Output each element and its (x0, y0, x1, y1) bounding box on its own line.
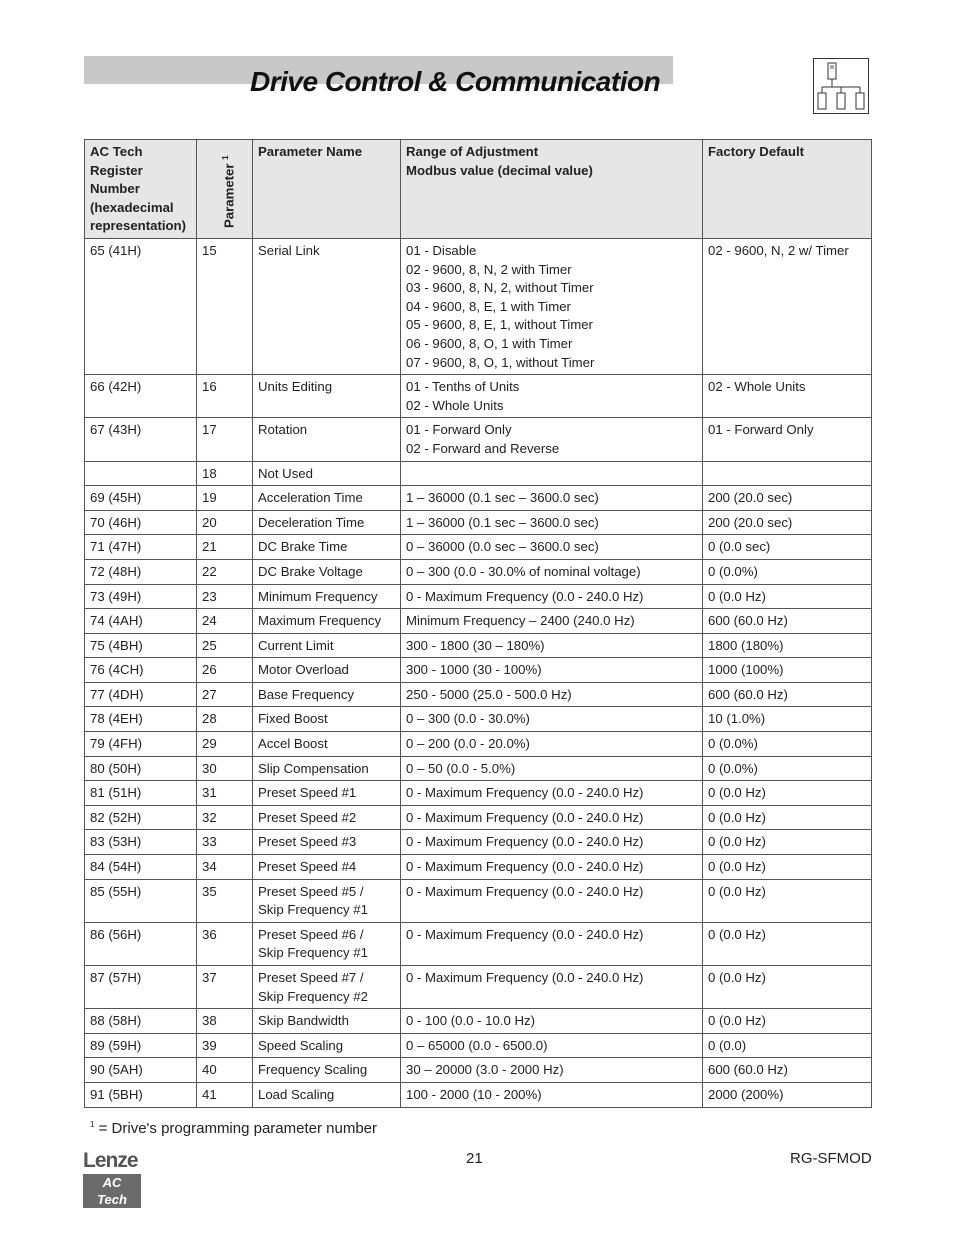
logo-lenze: Lenze (83, 1149, 138, 1172)
cell-range-line: 0 - Maximum Frequency (0.0 - 240.0 Hz) (406, 809, 644, 825)
cell-range (401, 682, 703, 707)
table-row (85, 830, 872, 855)
cell-range (401, 239, 703, 375)
table-row (85, 584, 872, 609)
cell-parameter-name (253, 966, 401, 1009)
cell-register: 71 (47H) (85, 535, 197, 560)
logo-actech: AC Tech (83, 1174, 141, 1208)
cell-parameter-name-line: Accel Boost (258, 736, 328, 752)
cell-range-line: 0 - Maximum Frequency (0.0 - 240.0 Hz) (406, 834, 644, 850)
cell-range (401, 732, 703, 757)
cell-range (401, 658, 703, 683)
cell-range-line: 01 - Tenths of Units (406, 379, 520, 395)
table-row (85, 535, 872, 560)
cell-register (85, 461, 197, 486)
table-row (85, 239, 872, 375)
footnote (90, 1120, 377, 1137)
cell-range-line: 01 - Disable (406, 243, 477, 258)
cell-parameter-name (253, 239, 401, 375)
table-row (85, 609, 872, 634)
cell-default: 0 (0.0 Hz) (703, 805, 872, 830)
cell-range (401, 559, 703, 584)
cell-range-line: 0 – 65000 (0.0 - 6500.0) (406, 1037, 548, 1053)
cell-parameter-name (253, 830, 401, 855)
document-code: RG-SFMOD (790, 1150, 872, 1167)
table-row (85, 633, 872, 658)
cell-register: 70 (46H) (85, 510, 197, 535)
cell-default: 0 (0.0%) (703, 756, 872, 781)
footnote-marker: 1 (90, 1120, 95, 1129)
table-row (85, 855, 872, 880)
cell-parameter-name (253, 1009, 401, 1034)
cell-range (401, 461, 703, 486)
cell-parameter: 40 (197, 1058, 253, 1083)
column-header-range (401, 140, 703, 239)
table-row (85, 559, 872, 584)
cell-register: 75 (4BH) (85, 633, 197, 658)
cell-register: 84 (54H) (85, 855, 197, 880)
column-header-parameter-label (217, 155, 239, 228)
table-row (85, 1009, 872, 1034)
cell-range (401, 535, 703, 560)
table-row (85, 805, 872, 830)
column-header-parameter (197, 140, 253, 239)
column-header-range-line: Range of Adjustment (406, 144, 539, 159)
cell-default: 0 (0.0) (703, 1033, 872, 1058)
cell-parameter-name-line: Acceleration Time (258, 490, 363, 506)
cell-range (401, 922, 703, 965)
cell-register: 69 (45H) (85, 486, 197, 511)
cell-parameter-name-line: Base Frequency (258, 686, 355, 702)
cell-parameter-name-line: Units Editing (258, 379, 333, 395)
cell-parameter: 39 (197, 1033, 253, 1058)
cell-register: 90 (5AH) (85, 1058, 197, 1083)
cell-range-line: 0 – 300 (0.0 - 30.0% of nominal voltage) (406, 563, 641, 579)
column-header-register-line: (hexadecimal (90, 199, 174, 215)
cell-parameter: 17 (197, 418, 253, 461)
table-row (85, 682, 872, 707)
cell-range-line: 0 - Maximum Frequency (0.0 - 240.0 Hz) (406, 926, 644, 942)
cell-register: 66 (42H) (85, 375, 197, 418)
cell-parameter-name (253, 609, 401, 634)
table-row (85, 486, 872, 511)
table-row (85, 461, 872, 486)
cell-parameter: 32 (197, 805, 253, 830)
cell-register: 88 (58H) (85, 1009, 197, 1034)
cell-parameter-name-line: Preset Speed #4 (258, 859, 357, 875)
network-diagram-icon-graphic (814, 59, 868, 113)
cell-range-line: 0 – 200 (0.0 - 20.0%) (406, 736, 530, 752)
cell-range (401, 375, 703, 418)
cell-default: 200 (20.0 sec) (703, 486, 872, 511)
cell-register: 78 (4EH) (85, 707, 197, 732)
cell-range (401, 418, 703, 461)
cell-default: 0 (0.0 Hz) (703, 584, 872, 609)
page-number: 21 (466, 1150, 483, 1167)
cell-default: 600 (60.0 Hz) (703, 1058, 872, 1083)
column-header-range-line: Modbus value (decimal value) (406, 162, 593, 178)
table-row (85, 879, 872, 922)
cell-parameter: 16 (197, 375, 253, 418)
cell-range-line: 300 - 1000 (30 - 100%) (406, 662, 542, 678)
cell-range-line: 07 - 9600, 8, O, 1, without Timer (406, 354, 595, 370)
cell-parameter-name-line: Preset Speed #1 (258, 785, 357, 801)
cell-parameter: 15 (197, 239, 253, 375)
column-header-register-line: representation) (90, 218, 186, 234)
cell-parameter-name (253, 584, 401, 609)
table-body (85, 239, 872, 1108)
cell-default: 0 (0.0 Hz) (703, 879, 872, 922)
cell-parameter-name-line: DC Brake Time (258, 539, 348, 555)
cell-parameter-name (253, 805, 401, 830)
cell-parameter-name-line: Preset Speed #3 (258, 834, 357, 850)
cell-parameter-name (253, 756, 401, 781)
cell-parameter-name-line: Motor Overload (258, 662, 349, 678)
cell-parameter: 18 (197, 461, 253, 486)
cell-range (401, 584, 703, 609)
cell-parameter-name-line: Frequency Scaling (258, 1062, 368, 1078)
cell-range-line: Minimum Frequency – 2400 (240.0 Hz) (406, 613, 635, 629)
cell-parameter: 34 (197, 855, 253, 880)
cell-parameter-name-line: Minimum Frequency (258, 588, 378, 604)
column-header-parameter-text: Parameter (221, 163, 237, 228)
cell-default: 02 - Whole Units (703, 375, 872, 418)
cell-parameter-name-line: DC Brake Voltage (258, 563, 363, 579)
cell-default: 0 (0.0 Hz) (703, 922, 872, 965)
cell-range (401, 510, 703, 535)
column-header-default: Factory Default (703, 140, 872, 239)
cell-parameter-name (253, 732, 401, 757)
cell-register: 73 (49H) (85, 584, 197, 609)
cell-register: 89 (59H) (85, 1033, 197, 1058)
cell-parameter: 27 (197, 682, 253, 707)
page-title: Drive Control & Communication (250, 66, 661, 97)
cell-parameter: 23 (197, 584, 253, 609)
table-row (85, 1082, 872, 1107)
cell-range-line: 0 - Maximum Frequency (0.0 - 240.0 Hz) (406, 588, 644, 604)
table-row (85, 658, 872, 683)
cell-register: 76 (4CH) (85, 658, 197, 683)
cell-default: 02 - 9600, N, 2 w/ Timer (703, 239, 872, 375)
cell-range-line: 100 - 2000 (10 - 200%) (406, 1086, 542, 1102)
cell-range-line: 0 - Maximum Frequency (0.0 - 240.0 Hz) (406, 785, 644, 801)
cell-register: 86 (56H) (85, 922, 197, 965)
cell-default: 0 (0.0%) (703, 559, 872, 584)
cell-parameter-name-line: Skip Frequency #2 (258, 988, 368, 1004)
cell-parameter-name-line: Skip Frequency #1 (258, 902, 368, 918)
cell-parameter-name-line: Preset Speed #7 / (258, 970, 364, 985)
cell-range (401, 707, 703, 732)
cell-default: 1800 (180%) (703, 633, 872, 658)
cell-register: 65 (41H) (85, 239, 197, 375)
cell-range (401, 781, 703, 806)
cell-default: 0 (0.0 Hz) (703, 830, 872, 855)
cell-range-line: 300 - 1800 (30 – 180%) (406, 637, 545, 653)
cell-default: 600 (60.0 Hz) (703, 682, 872, 707)
cell-parameter: 31 (197, 781, 253, 806)
cell-parameter-name (253, 781, 401, 806)
cell-range-line: 0 - Maximum Frequency (0.0 - 240.0 Hz) (406, 883, 644, 899)
cell-parameter-name (253, 535, 401, 560)
cell-parameter-name (253, 1033, 401, 1058)
network-diagram-icon (813, 58, 869, 114)
cell-default: 200 (20.0 sec) (703, 510, 872, 535)
cell-parameter-name-line: Slip Compensation (258, 760, 369, 776)
cell-parameter: 24 (197, 609, 253, 634)
cell-default: 10 (1.0%) (703, 707, 872, 732)
cell-register: 77 (4DH) (85, 682, 197, 707)
table-row (85, 707, 872, 732)
cell-range (401, 879, 703, 922)
cell-register: 85 (55H) (85, 879, 197, 922)
cell-range (401, 855, 703, 880)
cell-range-line: 02 - Forward and Reverse (406, 440, 560, 456)
cell-parameter-name (253, 633, 401, 658)
cell-range (401, 966, 703, 1009)
cell-range-line: 0 – 300 (0.0 - 30.0%) (406, 711, 530, 727)
cell-register: 74 (4AH) (85, 609, 197, 634)
cell-range-line: 04 - 9600, 8, E, 1 with Timer (406, 298, 571, 314)
cell-default: 2000 (200%) (703, 1082, 872, 1107)
cell-parameter-name (253, 922, 401, 965)
cell-register: 80 (50H) (85, 756, 197, 781)
cell-range (401, 805, 703, 830)
table-row (85, 418, 872, 461)
cell-range-line: 0 - Maximum Frequency (0.0 - 240.0 Hz) (406, 859, 644, 875)
cell-range-line: 05 - 9600, 8, E, 1, without Timer (406, 317, 593, 333)
cell-register: 87 (57H) (85, 966, 197, 1009)
parameter-table (84, 139, 872, 1108)
cell-range-line: 06 - 9600, 8, O, 1 with Timer (406, 335, 573, 351)
cell-parameter-name (253, 1058, 401, 1083)
cell-register: 72 (48H) (85, 559, 197, 584)
cell-parameter: 33 (197, 830, 253, 855)
table-row (85, 966, 872, 1009)
table-row (85, 510, 872, 535)
cell-range (401, 486, 703, 511)
cell-parameter: 38 (197, 1009, 253, 1034)
cell-default: 0 (0.0%) (703, 732, 872, 757)
cell-range (401, 609, 703, 634)
cell-range (401, 1033, 703, 1058)
cell-range-line: 02 - Whole Units (406, 397, 504, 413)
cell-parameter-name-line: Load Scaling (258, 1086, 335, 1102)
cell-parameter-name (253, 879, 401, 922)
cell-parameter: 22 (197, 559, 253, 584)
cell-parameter-name (253, 375, 401, 418)
cell-parameter-name (253, 559, 401, 584)
cell-register: 83 (53H) (85, 830, 197, 855)
cell-parameter-name-line: Current Limit (258, 637, 334, 653)
cell-parameter-name (253, 707, 401, 732)
cell-default: 0 (0.0 Hz) (703, 1009, 872, 1034)
table-row (85, 1033, 872, 1058)
cell-default: 0 (0.0 Hz) (703, 781, 872, 806)
cell-parameter-name-line: Skip Bandwidth (258, 1013, 349, 1029)
cell-parameter-name-line: Fixed Boost (258, 711, 328, 727)
table-header-row (85, 140, 872, 239)
cell-parameter-name-line: Deceleration Time (258, 514, 365, 530)
cell-range (401, 756, 703, 781)
cell-range (401, 830, 703, 855)
cell-parameter: 37 (197, 966, 253, 1009)
cell-parameter: 21 (197, 535, 253, 560)
table-row (85, 375, 872, 418)
cell-range-line: 30 – 20000 (3.0 - 2000 Hz) (406, 1062, 564, 1078)
cell-range-line: 03 - 9600, 8, N, 2, without Timer (406, 280, 594, 296)
cell-default: 0 (0.0 Hz) (703, 966, 872, 1009)
cell-parameter-name (253, 682, 401, 707)
cell-parameter-name (253, 418, 401, 461)
cell-default: 1000 (100%) (703, 658, 872, 683)
cell-parameter-name (253, 855, 401, 880)
column-header-register-line: Number (90, 181, 140, 197)
cell-default: 0 (0.0 sec) (703, 535, 872, 560)
cell-range-line: 0 – 50 (0.0 - 5.0%) (406, 760, 516, 776)
cell-parameter-name-line: Speed Scaling (258, 1037, 344, 1053)
cell-default: 01 - Forward Only (703, 418, 872, 461)
column-header-register (85, 140, 197, 239)
cell-parameter: 41 (197, 1082, 253, 1107)
cell-parameter-name (253, 486, 401, 511)
cell-range (401, 633, 703, 658)
lenze-actech-logo (83, 1149, 153, 1207)
cell-default: 0 (0.0 Hz) (703, 855, 872, 880)
cell-parameter-name-line: Not Used (258, 465, 313, 481)
cell-register: 67 (43H) (85, 418, 197, 461)
cell-range-line: 1 – 36000 (0.1 sec – 3600.0 sec) (406, 514, 599, 530)
cell-parameter-name-line: Preset Speed #5 / (258, 883, 364, 899)
cell-parameter-name-line: Maximum Frequency (258, 613, 382, 629)
cell-parameter-name-line: Preset Speed #6 / (258, 926, 364, 942)
cell-parameter-name-line: Serial Link (258, 243, 320, 258)
table-row (85, 732, 872, 757)
cell-range-line: 0 - Maximum Frequency (0.0 - 240.0 Hz) (406, 970, 644, 985)
cell-parameter: 20 (197, 510, 253, 535)
cell-range-line: 0 - 100 (0.0 - 10.0 Hz) (406, 1013, 536, 1029)
cell-parameter-name (253, 510, 401, 535)
table-row (85, 922, 872, 965)
footnote-marker: 1 (221, 155, 230, 160)
cell-register: 91 (5BH) (85, 1082, 197, 1107)
column-header-name: Parameter Name (253, 140, 401, 239)
cell-range (401, 1058, 703, 1083)
cell-parameter-name-line: Rotation (258, 422, 308, 438)
footnote-text: = Drive's programming parameter number (98, 1120, 378, 1137)
cell-parameter-name (253, 658, 401, 683)
cell-range (401, 1082, 703, 1107)
cell-register: 81 (51H) (85, 781, 197, 806)
cell-range-line: 01 - Forward Only (406, 422, 512, 438)
column-header-register-line: Register (90, 162, 143, 178)
cell-parameter: 30 (197, 756, 253, 781)
cell-range-line: 250 - 5000 (25.0 - 500.0 Hz) (406, 686, 572, 702)
cell-parameter: 19 (197, 486, 253, 511)
table-row (85, 756, 872, 781)
cell-parameter: 26 (197, 658, 253, 683)
cell-parameter: 28 (197, 707, 253, 732)
column-header-register-line: AC Tech (90, 144, 143, 159)
table-row (85, 1058, 872, 1083)
cell-range-line: 0 – 36000 (0.0 sec – 3600.0 sec) (406, 539, 599, 555)
cell-register: 82 (52H) (85, 805, 197, 830)
cell-register: 79 (4FH) (85, 732, 197, 757)
cell-range (401, 1009, 703, 1034)
table-row (85, 781, 872, 806)
cell-default (703, 461, 872, 486)
cell-parameter-name (253, 1082, 401, 1107)
cell-range-line: 02 - 9600, 8, N, 2 with Timer (406, 261, 572, 277)
cell-parameter-name (253, 461, 401, 486)
cell-parameter: 29 (197, 732, 253, 757)
cell-parameter: 25 (197, 633, 253, 658)
cell-parameter: 36 (197, 922, 253, 965)
cell-default: 600 (60.0 Hz) (703, 609, 872, 634)
cell-parameter-name-line: Skip Frequency #1 (258, 945, 368, 961)
cell-range-line: 1 – 36000 (0.1 sec – 3600.0 sec) (406, 490, 599, 506)
cell-parameter-name-line: Preset Speed #2 (258, 809, 357, 825)
cell-parameter: 35 (197, 879, 253, 922)
